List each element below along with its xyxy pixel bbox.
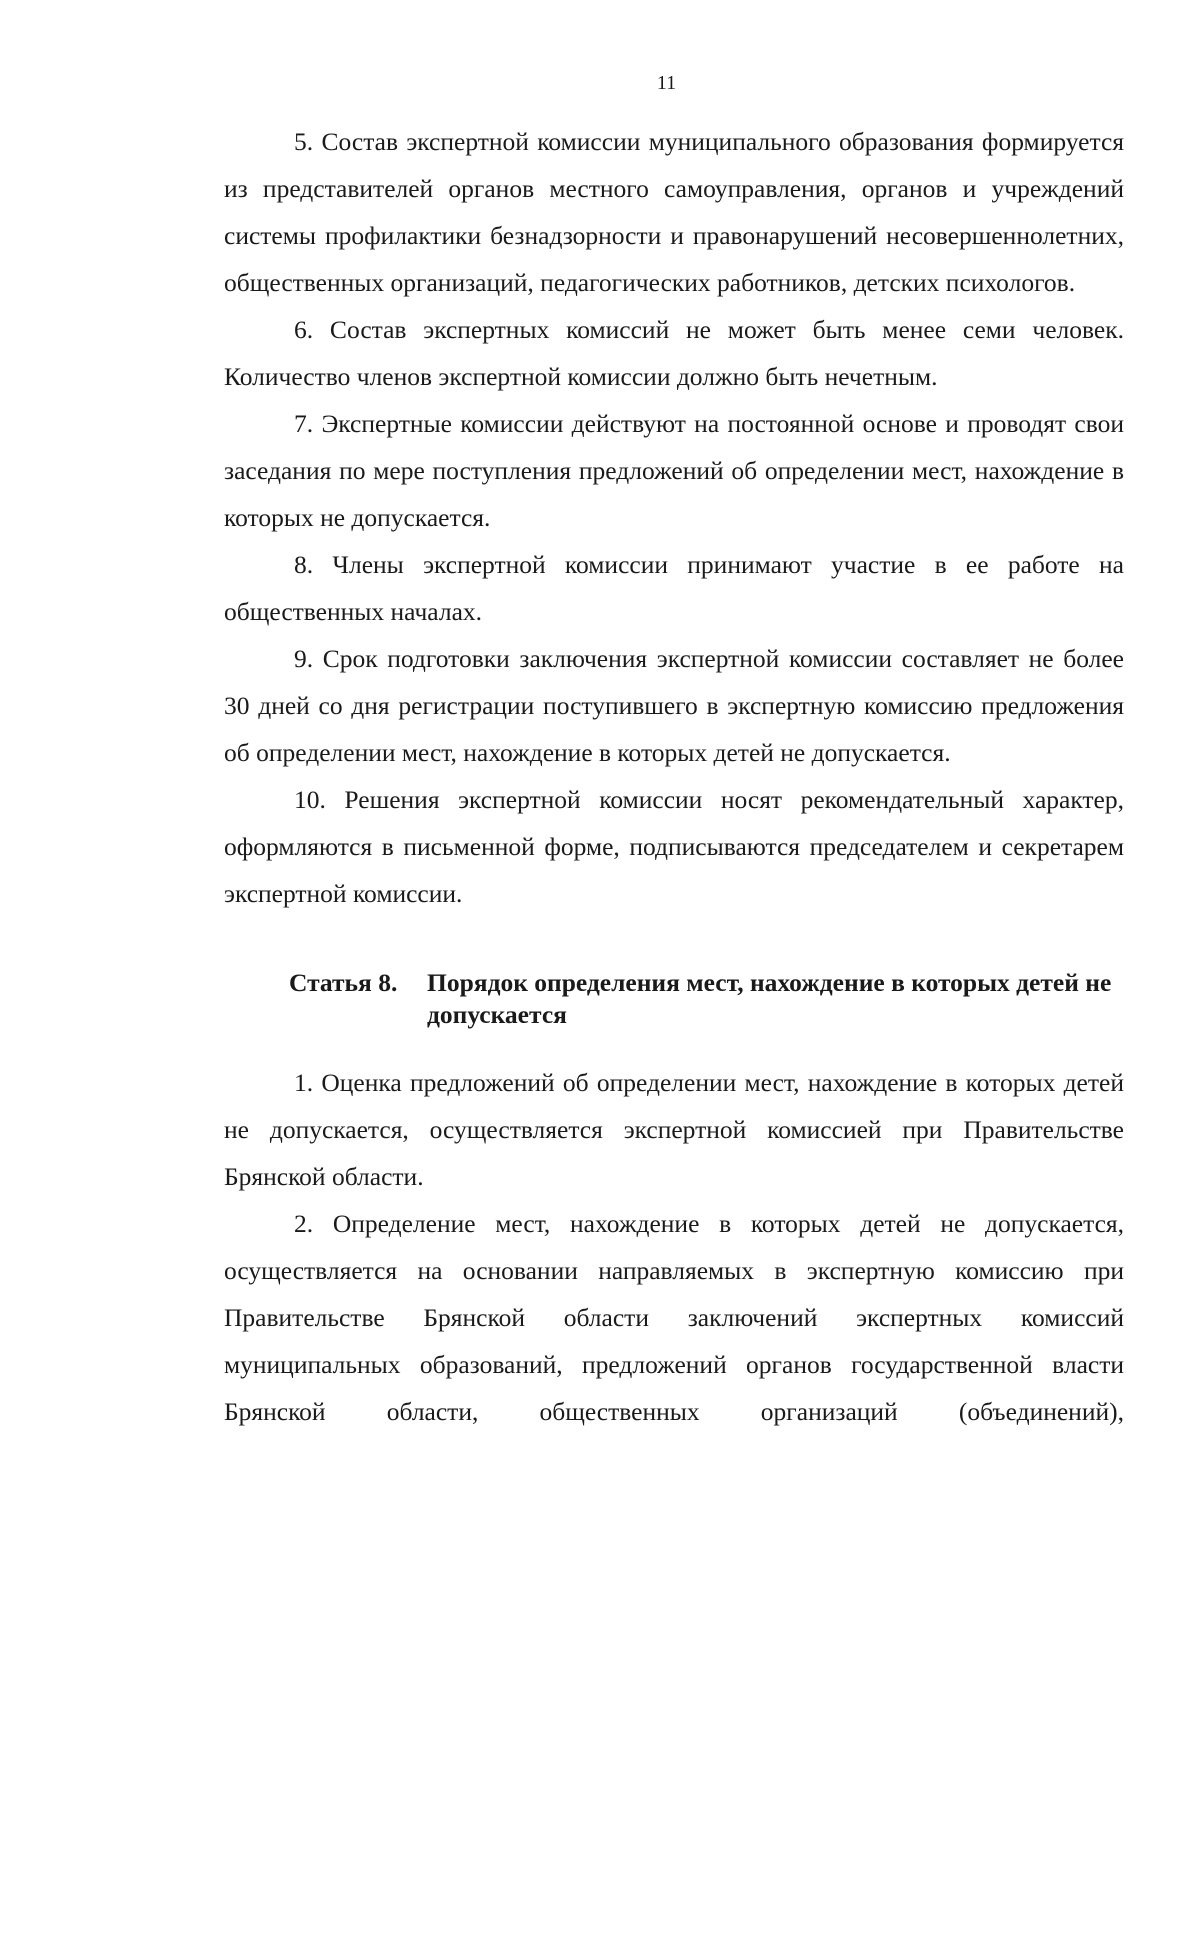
paragraph-9: 9. Срок подготовки заключения экспертной комиссии составляет не более 30 дней со дня регистрации поступившего в экспертную комиссию предложения об определении мест, нахождение в которых детей не допускается. — [224, 644, 1124, 767]
paragraph-6: 6. Состав экспертных комиссий не может быть менее семи человек. Количество членов экспертной комиссии должно быть нечетным. — [224, 315, 1124, 391]
paragraph-8: 8. Члены экспертной комиссии принимают участие в ее работе на общественных началах. — [224, 550, 1124, 626]
paragraph-5: 5. Состав экспертной комиссии муниципального образования формируется из представителей органов местного самоуправления, органов и учреждений системы профилактики безнадзорности и правонарушений несовершеннолетних, общественных организаций, педагогических работников, детских психологов. — [224, 127, 1124, 297]
article-heading — [224, 967, 1124, 1031]
article-title: Порядок определения мест, нахождение в которых детей не допускается — [427, 968, 1112, 1029]
article-paragraph-2: 2. Определение мест, нахождение в которых детей не допускается, осуществляется на основании направляемых в экспертную комиссию при Правительстве Брянской области заключений экспертных комиссий муниципальных образований, предложений органов государственной власти Брянской области, общественных организаций (объединений), — [224, 1209, 1124, 1426]
article-paragraph-1: 1. Оценка предложений об определении мест, нахождение в которых детей не допускается, осуществляется экспертной комиссией при Правительстве Брянской области. — [224, 1068, 1124, 1191]
document-body — [224, 118, 1124, 1435]
paragraph-7: 7. Экспертные комиссии действуют на постоянной основе и проводят свои заседания по мере поступления предложений об определении мест, нахождение в которых не допускается. — [224, 409, 1124, 532]
page-number: 11 — [656, 72, 677, 94]
paragraph-10: 10. Решения экспертной комиссии носят рекомендательный характер, оформляются в письменной форме, подписываются председателем и секретарем экспертной комиссии. — [224, 785, 1124, 908]
article-number: Статья 8. — [289, 968, 398, 997]
